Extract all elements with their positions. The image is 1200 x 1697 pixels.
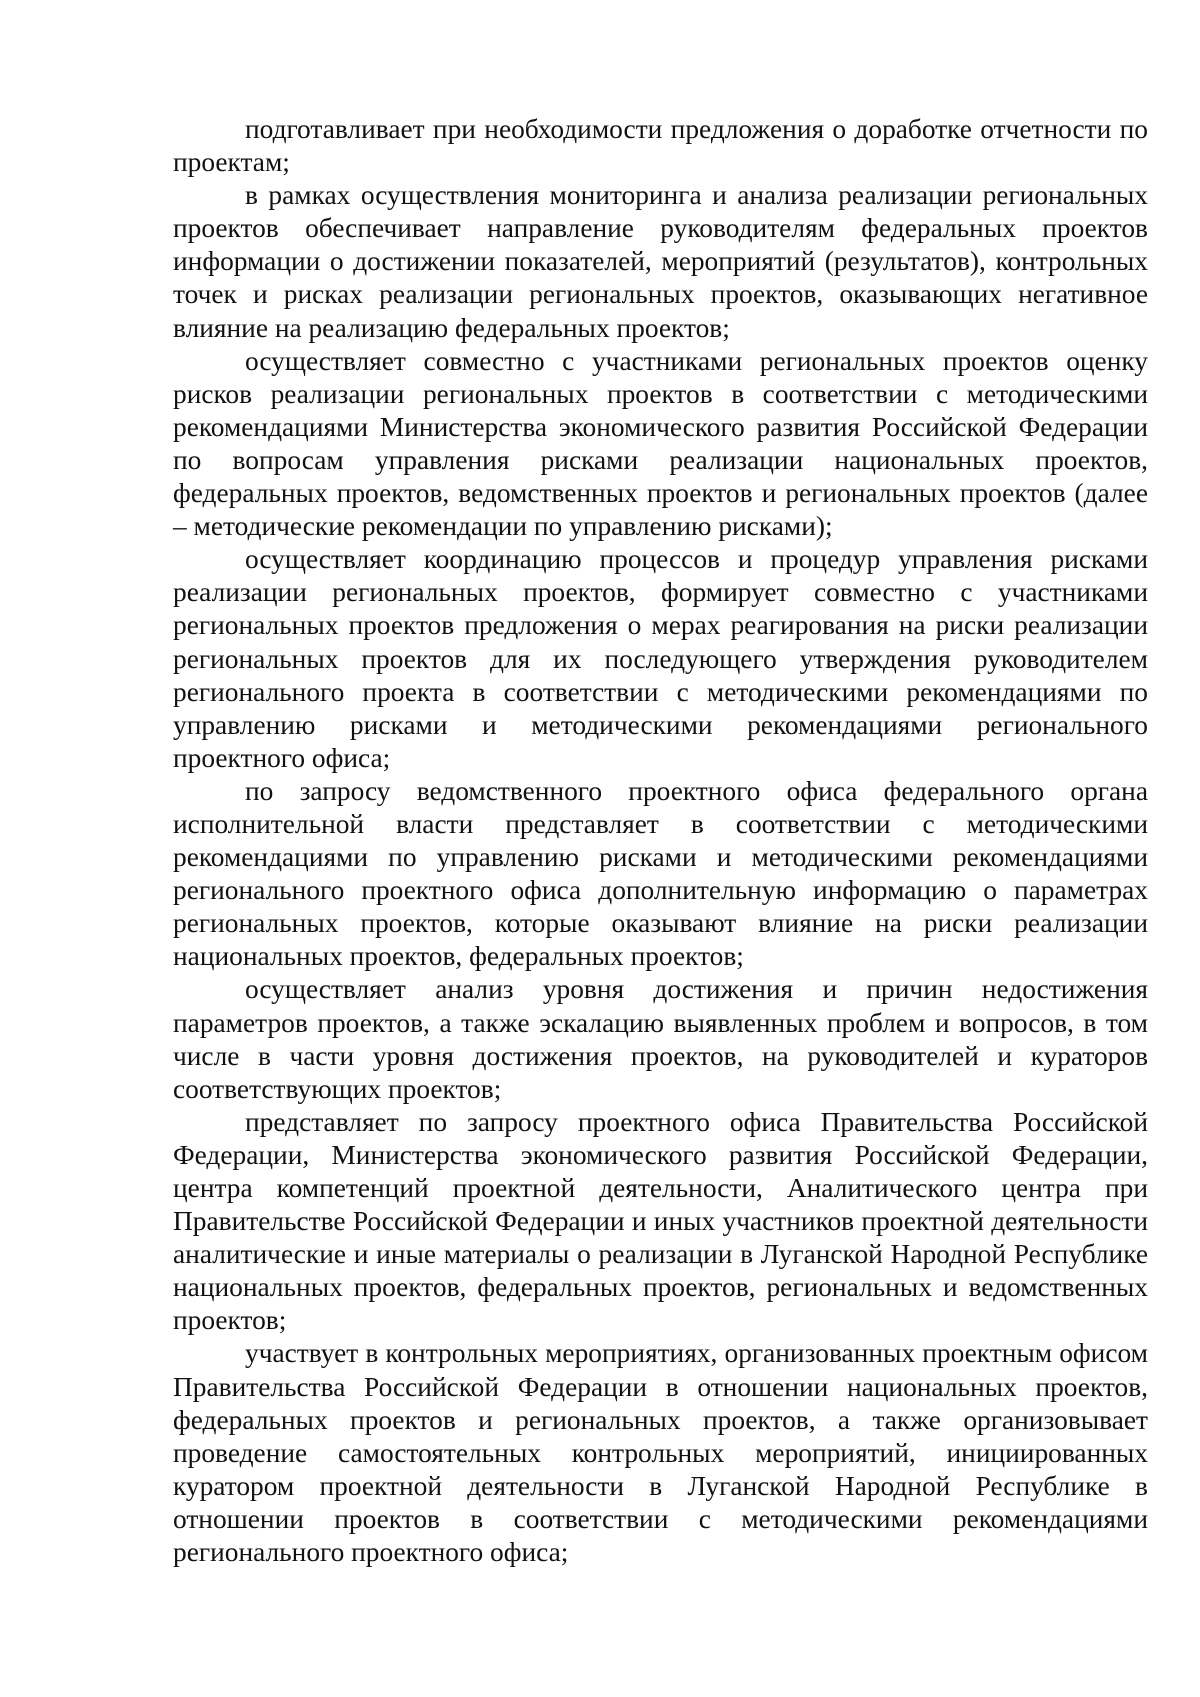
paragraph-2: в рамках осуществления мониторинга и анализа реализации региональных проектов обеспечивает направление руководителям федеральных проектов информации о достижении показателей, мероприятий (результатов), контрольных точек и рисках реализации региональных проектов, оказывающих негативное влияние на реализацию федеральных проектов; (173, 180, 1148, 343)
paragraph-3: осуществляет совместно с участниками региональных проектов оценку рисков реализации региональных проектов в соответствии с методическими рекомендациями Министерства экономического развития Российской Федерации по вопросам управления рисками реализации национальных проектов, федеральных проектов, ведомственных проектов и региональных проектов (далее – методические рекомендации по управлению рисками); (173, 345, 1148, 542)
document-body (173, 113, 1148, 1569)
paragraph-8: участвует в контрольных мероприятиях, организованных проектным офисом Правительства Российской Федерации в отношении национальных проектов, федеральных проектов и региональных проектов, а также организовывает проведение самостоятельных контрольных мероприятий, инициированных куратором проектной деятельности в Луганской Народной Республике в отношении проектов в соответствии с методическими рекомендациями регионального проектного офиса; (173, 1338, 1148, 1568)
paragraph-6: осуществляет анализ уровня достижения и причин недостижения параметров проектов, а также эскалацию выявленных проблем и вопросов, в том числе в части уровня достижения проектов, на руководителей и кураторов соответствующих проектов; (173, 974, 1148, 1104)
paragraph-5: по запросу ведомственного проектного офиса федерального органа исполнительной власти представляет в соответствии с методическими рекомендациями по управлению рисками и методическими рекомендациями регионального проектного офиса дополнительную информацию о параметрах региональных проектов, которые оказывают влияние на риски реализации национальных проектов, федеральных проектов; (173, 775, 1148, 972)
paragraph-1: подготавливает при необходимости предложения о доработке отчетности по проектам; (173, 114, 1148, 178)
paragraph-4: осуществляет координацию процессов и процедур управления рисками реализации региональных проектов, формирует совместно с участниками региональных проектов предложения о мерах реагирования на риски реализации региональных проектов для их последующего утверждения руководителем регионального проекта в соответствии с методическими рекомендациями по управлению рисками и методическими рекомендациями регионального проектного офиса; (173, 544, 1148, 773)
paragraph-7: представляет по запросу проектного офиса Правительства Российской Федерации, Министерства экономического развития Российской Федерации, центра компетенций проектной деятельности, Аналитического центра при Правительстве Российской Федерации и иных участников проектной деятельности аналитические и иные материалы о реализации в Луганской Народной Республике национальных проектов, федеральных проектов, региональных и ведомственных проектов; (173, 1106, 1148, 1336)
